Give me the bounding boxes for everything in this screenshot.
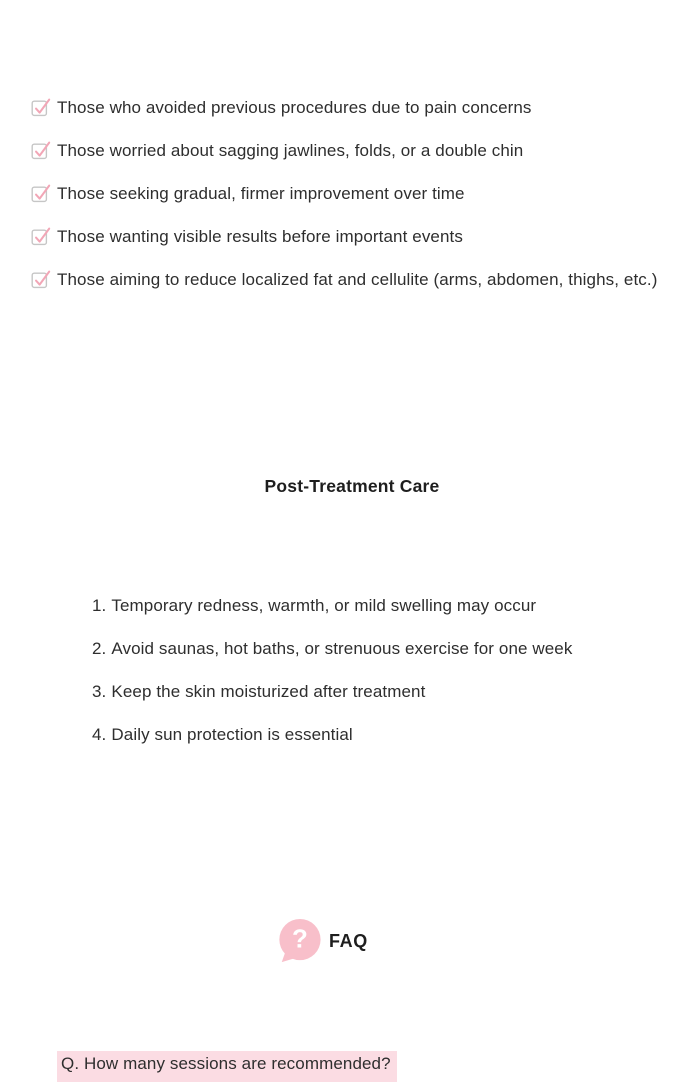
- post-treatment-care-title: Post-Treatment Care: [264, 476, 440, 496]
- checklist-item-label: Those worried about sagging jawlines, folds, or a double chin: [57, 140, 524, 160]
- care-step-number: 4.: [92, 724, 107, 744]
- checklist-item-label: Those seeking gradual, firmer improvement over time: [57, 183, 465, 203]
- checklist-item: [31, 172, 657, 215]
- faq-title: FAQ: [329, 930, 368, 951]
- svg-text:?: ?: [292, 925, 308, 954]
- checklist-item-label: Those aiming to reduce localized fat and cellulite (arms, abdomen, thighs, etc.): [57, 269, 658, 289]
- care-step-number: 2.: [92, 638, 107, 658]
- checked-checkbox-icon: [31, 183, 51, 203]
- care-step: [92, 584, 572, 627]
- checked-checkbox-icon: [31, 226, 51, 246]
- checklist-item: [31, 258, 657, 301]
- checklist-item-label: Those who avoided previous procedures due to pain concerns: [57, 97, 532, 117]
- care-step-text: Temporary redness, warmth, or mild swelling may occur: [111, 595, 537, 615]
- care-step-text: Daily sun protection is essential: [111, 724, 353, 744]
- checked-checkbox-icon: [31, 140, 51, 160]
- faq-header: [276, 917, 368, 965]
- checklist-item: [31, 86, 657, 129]
- checklist-item: [31, 129, 657, 172]
- checklist-item-label: Those wanting visible results before important events: [57, 226, 463, 246]
- care-step: [92, 627, 572, 670]
- care-step-text: Avoid saunas, hot baths, or strenuous exercise for one week: [111, 638, 573, 658]
- care-step-number: 1.: [92, 595, 107, 615]
- checklist-item: [31, 215, 657, 258]
- care-step-number: 3.: [92, 681, 107, 701]
- care-step: [92, 670, 572, 713]
- post-treatment-care-list: [92, 584, 572, 756]
- checked-checkbox-icon: [31, 269, 51, 289]
- faq-question: [57, 1051, 397, 1082]
- question-mark-bubble-icon: [276, 917, 322, 965]
- checked-checkbox-icon: [31, 97, 51, 117]
- faq-question-text: Q. How many sessions are recommended?: [57, 1051, 397, 1082]
- care-step: [92, 713, 572, 756]
- care-step-text: Keep the skin moisturized after treatment: [111, 681, 426, 701]
- candidate-checklist: [31, 86, 657, 301]
